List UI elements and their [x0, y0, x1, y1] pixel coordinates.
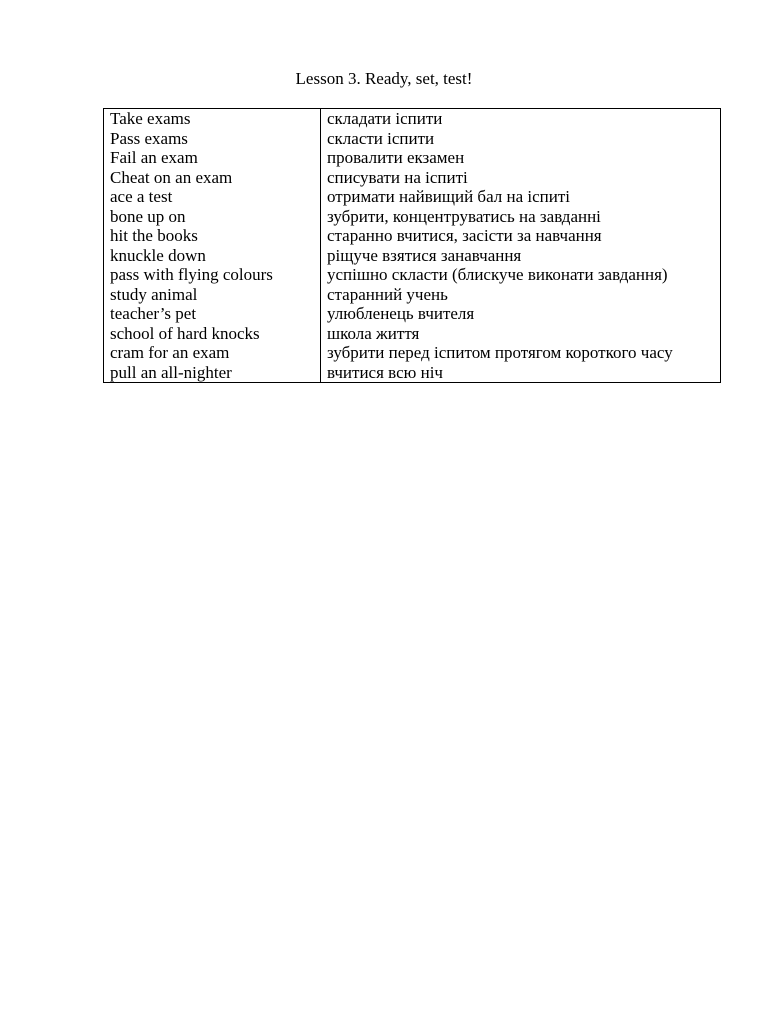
ukrainian-translation-cell: списувати на іспиті — [327, 167, 468, 187]
ukrainian-translation-cell: зубрити, концентруватись на завданні — [327, 206, 601, 226]
table-row — [104, 207, 721, 227]
table-row — [104, 324, 721, 344]
table-row — [104, 109, 721, 129]
english-term-cell: bone up on — [104, 207, 321, 227]
english-term-cell: Pass exams — [104, 129, 321, 149]
table-row — [104, 265, 721, 285]
table-row — [104, 129, 721, 149]
table-row — [104, 148, 721, 168]
ukrainian-translation-cell: складати іспити — [327, 109, 443, 128]
english-term-cell: pull an all-nighter — [104, 363, 321, 383]
english-term-cell: cram for an exam — [104, 343, 321, 363]
english-term-cell: hit the books — [104, 226, 321, 246]
table-row — [104, 246, 721, 266]
ukrainian-translation-cell: отримати найвищий бал на іспиті — [327, 187, 571, 206]
table-row — [104, 285, 721, 305]
ukrainian-translation-cell: ріщуче взятися занавчання — [327, 245, 522, 265]
english-term-cell: knuckle down — [104, 246, 321, 266]
vocabulary-table — [103, 108, 721, 383]
english-term-cell: pass with flying colours — [104, 265, 321, 285]
english-term-cell: study animal — [104, 285, 321, 305]
ukrainian-translation-cell: вчитися всю ніч — [327, 362, 443, 382]
english-term-cell: teacher’s pet — [104, 304, 321, 324]
table-row — [104, 343, 721, 363]
table-row — [104, 363, 721, 383]
english-term-cell: Cheat on an exam — [104, 168, 321, 188]
ukrainian-translation-cell: улюбленець вчителя — [327, 304, 475, 323]
ukrainian-translation-cell: успішно скласти (блискуче виконати завдання) — [327, 265, 668, 284]
ukrainian-translation-cell: провалити екзамен — [327, 148, 465, 167]
table-row — [104, 187, 721, 207]
english-term-cell: Fail an exam — [104, 148, 321, 168]
page-title: Lesson 3. Ready, set, test! — [295, 69, 473, 88]
ukrainian-translation-cell: скласти іспити — [327, 128, 435, 148]
english-term-cell: school of hard knocks — [104, 324, 321, 344]
ukrainian-translation-cell: старанно вчитися, засісти за навчання — [327, 226, 602, 245]
ukrainian-translation-cell: старанний учень — [327, 284, 448, 304]
vocabulary-table-body — [104, 109, 721, 383]
table-row — [104, 304, 721, 324]
ukrainian-translation-cell: зубрити перед іспитом протягом короткого часу — [327, 343, 673, 362]
table-row — [104, 226, 721, 246]
english-term-cell: Take exams — [104, 109, 321, 129]
english-term-cell: ace a test — [104, 187, 321, 207]
table-row — [104, 168, 721, 188]
ukrainian-translation-cell: школа життя — [327, 323, 420, 343]
